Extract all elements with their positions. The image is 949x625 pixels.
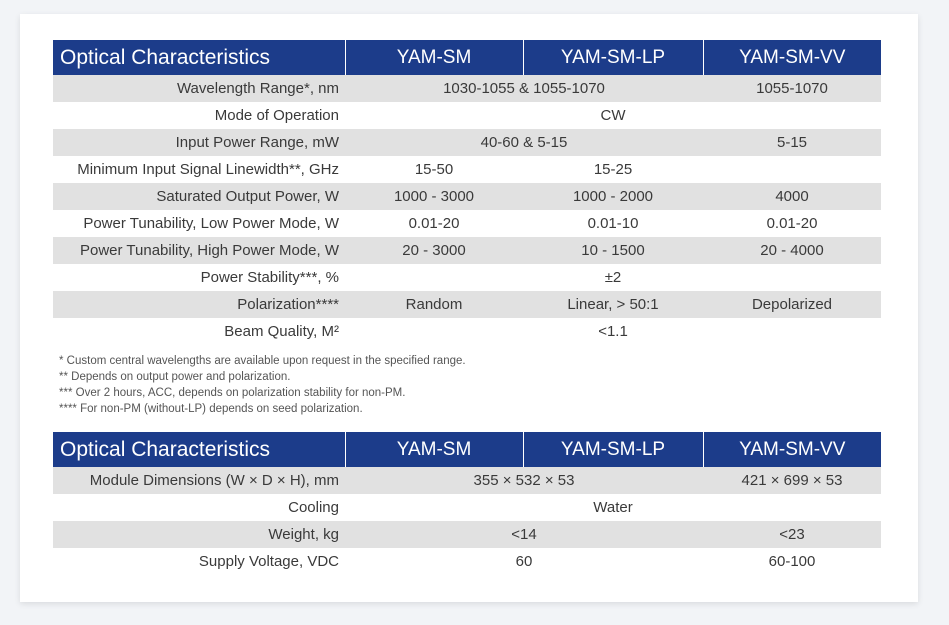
- cell-value: [703, 156, 881, 183]
- cell-value: 20 - 4000: [703, 237, 881, 264]
- table-row: [53, 494, 881, 521]
- row-label: Beam Quality, M²: [224, 323, 339, 340]
- table-row: [53, 264, 881, 291]
- cell-value: Linear, > 50:1: [523, 291, 703, 318]
- footnote: * Custom central wavelengths are available upon request in the specified range.: [59, 355, 466, 367]
- table-row: [53, 102, 881, 129]
- cell-value: 40-60 & 5-15: [345, 129, 703, 156]
- table-header-row: [53, 40, 881, 75]
- row-label: Minimum Input Signal Linewidth**, GHz: [77, 161, 339, 178]
- table-row: [53, 210, 881, 237]
- cell-value: <1.1: [598, 323, 628, 340]
- cell-value: 0.01-10: [587, 215, 639, 232]
- cell-value: 20 - 3000: [345, 237, 523, 264]
- cell-value: 60: [515, 553, 533, 570]
- header-yam-sm-vv: YAM-SM-VV: [703, 40, 881, 75]
- table-row: [53, 467, 881, 494]
- cell-value: 15-50: [414, 161, 454, 178]
- footnote: ** Depends on output power and polarization.: [59, 371, 291, 383]
- row-label: Power Tunability, High Power Mode, W: [53, 237, 345, 264]
- table-row: [53, 75, 881, 102]
- header-characteristics: Optical Characteristics: [53, 432, 345, 467]
- module-characteristics-table: [53, 432, 881, 575]
- cell-value: 1000 - 3000: [345, 183, 523, 210]
- row-label: Wavelength Range*, nm: [53, 75, 345, 102]
- cell-value: 1000 - 2000: [523, 183, 703, 210]
- row-label: Mode of Operation: [214, 107, 339, 124]
- cell-value: 1055-1070: [703, 75, 881, 102]
- cell-value: 1030-1055 & 1055-1070: [345, 75, 703, 102]
- cell-value: 5-15: [703, 129, 881, 156]
- table-header-row: [53, 432, 881, 467]
- cell-value: 10 - 1500: [523, 237, 703, 264]
- row-label: Input Power Range, mW: [53, 129, 345, 156]
- cell-value: Random: [345, 291, 523, 318]
- cell-value: Water: [593, 499, 633, 516]
- footnote: *** Over 2 hours, ACC, depends on polarization stability for non-PM.: [59, 387, 406, 399]
- table-row: [53, 156, 881, 183]
- cell-value: 4000: [703, 183, 881, 210]
- table-row: [53, 183, 881, 210]
- cell-value: 15-25: [593, 161, 633, 178]
- row-label: Polarization****: [53, 291, 345, 318]
- cell-value: 0.01-20: [408, 215, 460, 232]
- row-label: Module Dimensions (W × D × H), mm: [53, 467, 345, 494]
- header-characteristics: Optical Characteristics: [53, 40, 345, 75]
- cell-value: 60-100: [768, 553, 816, 570]
- optical-characteristics-table: [53, 40, 881, 345]
- footnotes: [59, 353, 466, 417]
- header-yam-sm-lp: YAM-SM-LP: [523, 40, 703, 75]
- header-yam-sm-lp: YAM-SM-LP: [523, 432, 703, 467]
- row-label: Saturated Output Power, W: [53, 183, 345, 210]
- cell-value: 0.01-20: [766, 215, 818, 232]
- table-row: [53, 129, 881, 156]
- cell-value: CW: [600, 107, 626, 124]
- table-row: [53, 237, 881, 264]
- table-row: [53, 291, 881, 318]
- cell-value: <14: [345, 521, 703, 548]
- table-row: [53, 548, 881, 575]
- cell-value: <23: [703, 521, 881, 548]
- header-yam-sm: YAM-SM: [345, 432, 523, 467]
- row-label: Power Stability***, %: [200, 269, 339, 286]
- table-row: [53, 521, 881, 548]
- row-label: Power Tunability, Low Power Mode, W: [83, 215, 339, 232]
- row-label: Supply Voltage, VDC: [198, 553, 339, 570]
- table-row: [53, 318, 881, 345]
- cell-value: Depolarized: [703, 291, 881, 318]
- row-label: Cooling: [288, 499, 339, 516]
- footnote: **** For non-PM (without-LP) depends on seed polarization.: [59, 403, 363, 415]
- cell-value: 421 × 699 × 53: [703, 467, 881, 494]
- header-yam-sm-vv: YAM-SM-VV: [703, 432, 881, 467]
- row-label: Weight, kg: [53, 521, 345, 548]
- header-yam-sm: YAM-SM: [345, 40, 523, 75]
- cell-value: 355 × 532 × 53: [345, 467, 703, 494]
- cell-value: ±2: [604, 269, 622, 286]
